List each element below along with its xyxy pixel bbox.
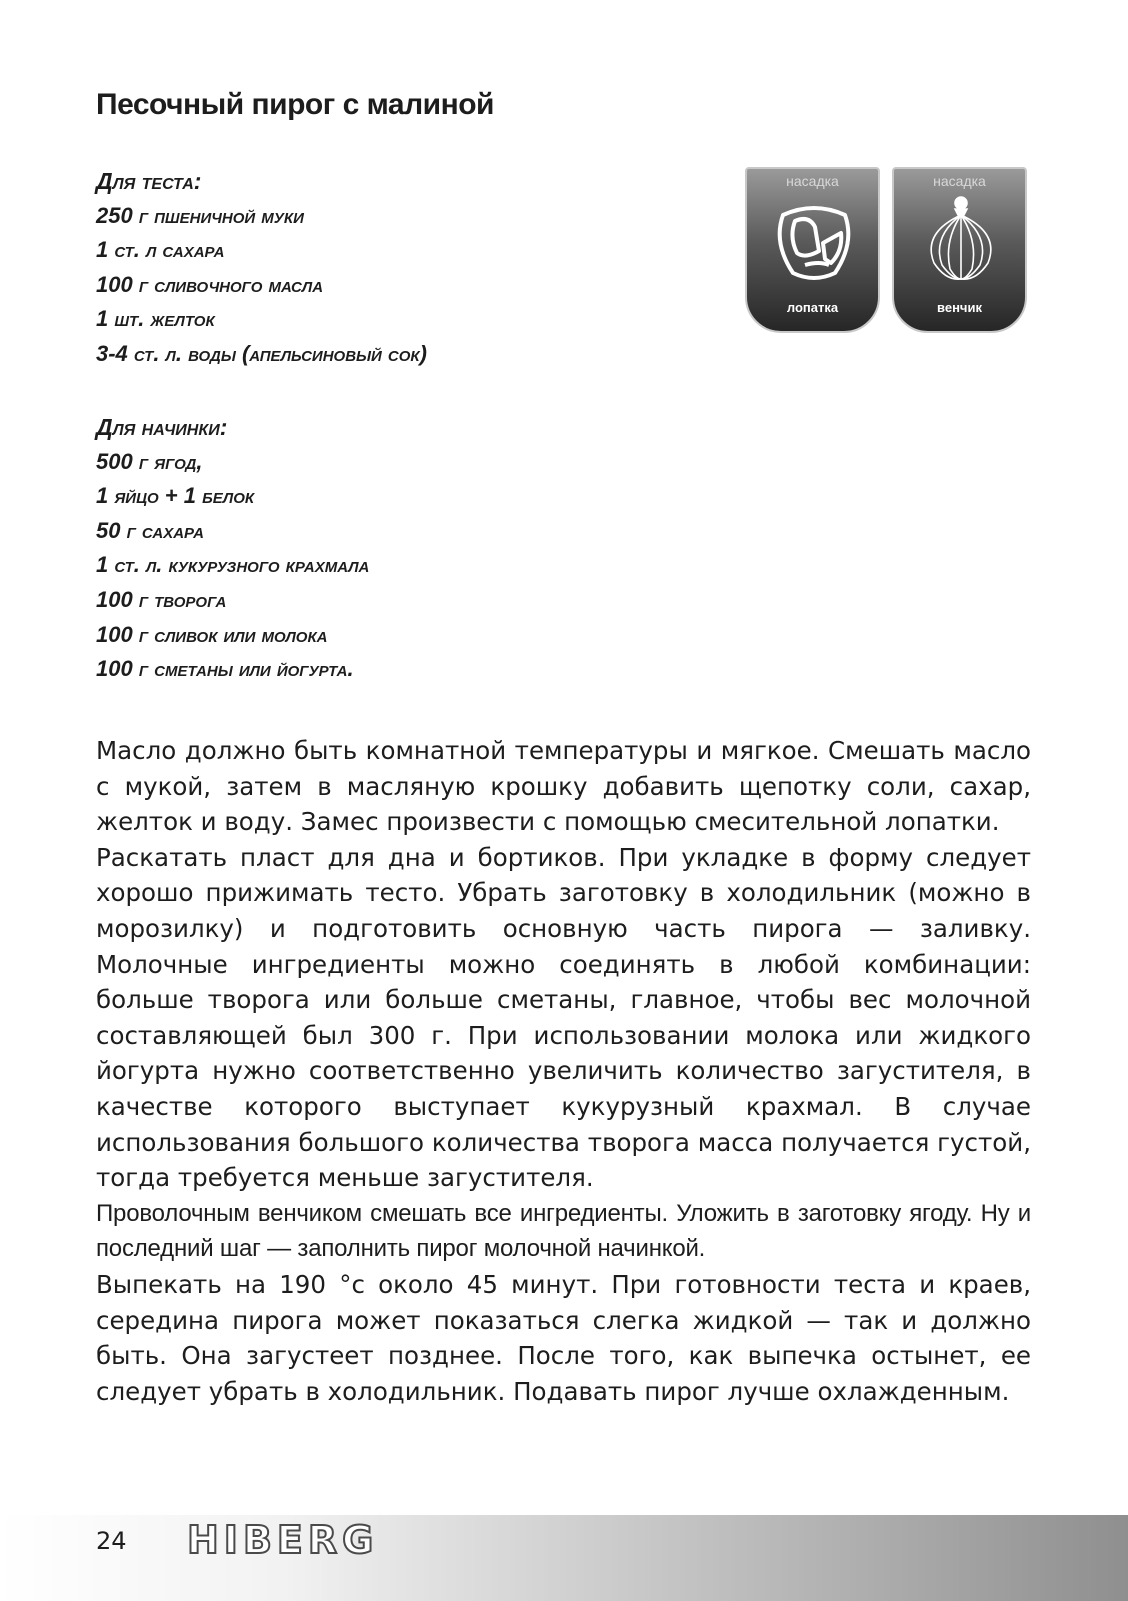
instructions-paragraph: Раскатать пласт для дна и бортиков. При укладке в форму следует хорошо прижимать тесто. Убрать заготовку в холодильник (можно в морозилку) и подготовить основную часть пирога — заливку. Молочные ингредиенты можно соединять в любой комбинации: больше творога или больше сметаны, главное, чтобы вес молочной составляющей был 300 г. При использовании молока или жидкого йогурта нужно соответственно увеличить количество загустителя, в качестве которого выступает кукурузный крахмал. В случае использования большого количества творога масса получается густой, тогда требуется меньше загустителя. [96,842,1031,1193]
list-item: 250 г пшеничной муки [96,202,304,228]
list-item: 3-4 ст. л. воды (апельсиновый сок) [96,340,427,366]
list-item: 1 ст. л. кукурузного крахмала [96,552,370,578]
instructions-paragraph: Выпекать на 190 °с около 45 минут. При готовности теста и краев, середина пирога может показаться слегка жидкой — так и должно быть. Она загустеет позднее. После того, как выпечка остынет, ее следует убрать в холодильник. Подавать пирог лучше охлажденным. [96,1269,1031,1406]
attachment-badge-beater [745,167,880,333]
page-number: 24 [96,1527,127,1555]
filling-ingredients-list [96,410,369,687]
list-item: 50 г сахара [96,517,204,543]
list-item: 1 ст. л сахара [96,237,225,263]
list-item: 1 шт. желток [96,306,215,332]
dough-ingredients-list [96,164,427,372]
list-item: 100 г сливок или молока [96,621,328,647]
list-item: 100 г сметаны или йогурта. [96,656,354,682]
list-item: 500 г ягод, [96,448,203,474]
instructions-paragraph: Масло должно быть комнатной температуры и мягкое. Смешать масло с мукой, затем в масляную крошку добавить щепотку соли, сахар, желток и воду. Замес произвести с помощью смесительной лопатки. [96,736,1031,837]
list-item: 100 г творога [96,586,227,612]
recipe-instructions [96,733,1031,1409]
attachment-top-label: насадка [786,173,839,189]
page-footer [0,1515,1128,1601]
filling-heading: Для начинки: [96,414,228,440]
list-item: 100 г сливочного масла [96,271,324,297]
attachment-bottom-label: венчик [937,300,982,315]
instructions-paragraph: Проволочным венчиком смешать все ингредиенты. Уложить в заготовку ягоду. Ну и последний шаг — заполнить пирог молочной начинкой. [96,1199,1031,1263]
list-item: 1 яйцо + 1 белок [96,483,255,509]
brand-logo: HIBERG [187,1518,379,1562]
attachment-bottom-label: лопатка [786,300,839,315]
attachment-top-label: насадка [933,173,986,189]
dough-heading: Для теста: [96,168,202,194]
page-title: Песочный пирог с малиной [96,88,494,121]
whisk-icon [912,193,1011,283]
flat-beater-icon [765,193,864,283]
attachment-badge-whisk [892,167,1027,333]
